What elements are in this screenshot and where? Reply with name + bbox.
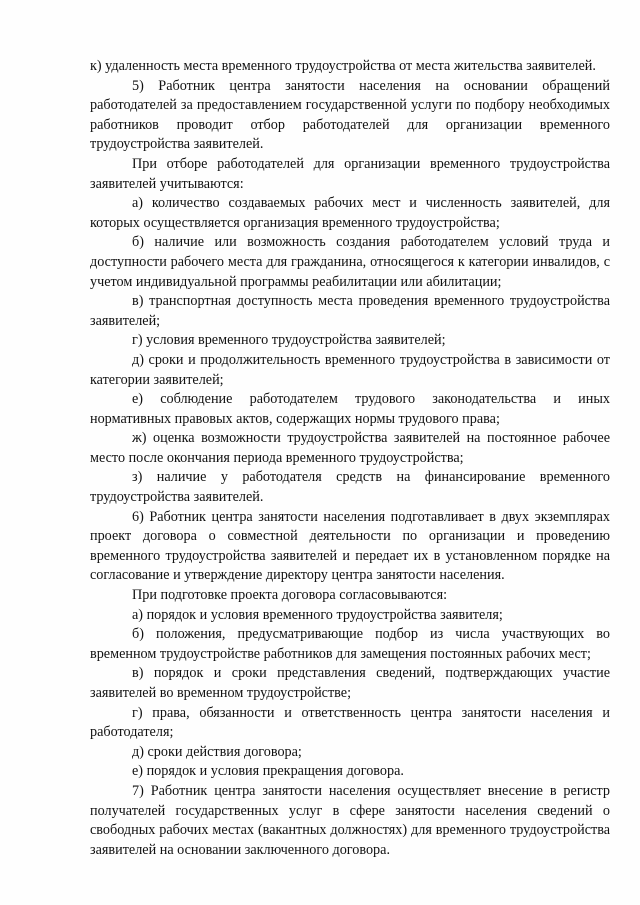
paragraph-6-contract-draft: 6) Работник центра занятости населения подготавливает в двух экземплярах проект договора о совместной деятельности по организации и проведению временного трудоустройства заявителей и передает их в установленном порядке на согласование и утверждение директору центра занятости населения. [90, 508, 610, 584]
paragraph-d-terms: д) сроки и продолжительность временного трудоустройства в зависимости от категории заявителей; [90, 351, 610, 388]
paragraph-contract-b: б) положения, предусматривающие подбор из числа участвующих во временном трудоустройстве работников для замещения постоянных рабочих мест; [90, 626, 610, 662]
paragraph-contract-intro: При подготовке проекта договора согласовываются: [132, 587, 448, 604]
paragraph-contract-e: е) порядок и условия прекращения договора. [132, 763, 404, 780]
paragraph-k-distance: к) удаленность места временного трудоустройства от места жительства заявителей. [90, 58, 596, 74]
paragraph-contract-d: д) сроки действия договора; [132, 743, 302, 760]
paragraph-5-employer-selection: 5) Работник центра занятости населения на основании обращений работодателей за предоставлением государственной услуги по подбору необходимых работников проводит отбор работодателей для организации временного трудоустройства заявителей. [90, 77, 610, 153]
paragraph-zh-permanent: ж) оценка возможности трудоустройства заявителей на постоянное рабочее место после окончания периода временного трудоустройства; [90, 430, 610, 466]
paragraph-b-conditions: б) наличие или возможность создания работодателем условий труда и доступности рабочего места для гражданина, относящегося к категории инвалидов, с учетом индивидуальной программы реабилитации или абилитации; [90, 234, 610, 290]
paragraph-v-transport: в) транспортная доступность места проведения временного трудоустройства заявителей; [90, 293, 610, 329]
paragraph-contract-a: а) порядок и условия временного трудоустройства заявителя; [132, 606, 503, 623]
paragraph-7-registry: 7) Работник центра занятости населения осуществляет внесение в регистр получателей государственных услуг в сфере занятости населения сведений о свободных рабочих местах (вакантных должностях) для временного трудоустройства заявителей на основании заключенного договора. [90, 782, 610, 858]
paragraph-contract-v: в) порядок и сроки представления сведений, подтверждающих участие заявителей во временном трудоустройстве; [90, 665, 610, 701]
paragraph-z-funding: з) наличие у работодателя средств на финансирование временного трудоустройства заявителей. [90, 469, 610, 506]
paragraph-g-conditions: г) условия временного трудоустройства заявителей; [132, 332, 446, 349]
paragraph-a-workplaces: а) количество создаваемых рабочих мест и численность заявителей, для которых осуществляется организация временного трудоустройства; [90, 195, 610, 231]
paragraph-e-labor-law: е) соблюдение работодателем трудового законодательства и иных нормативных правовых актов, содержащих нормы трудового права; [90, 391, 610, 427]
paragraph-selection-criteria-intro: При отборе работодателей для организации временного трудоустройства заявителей учитываются: [90, 155, 610, 192]
paragraph-contract-g: г) права, обязанности и ответственность центра занятости населения и работодателя; [90, 704, 610, 741]
document-body [90, 57, 610, 860]
